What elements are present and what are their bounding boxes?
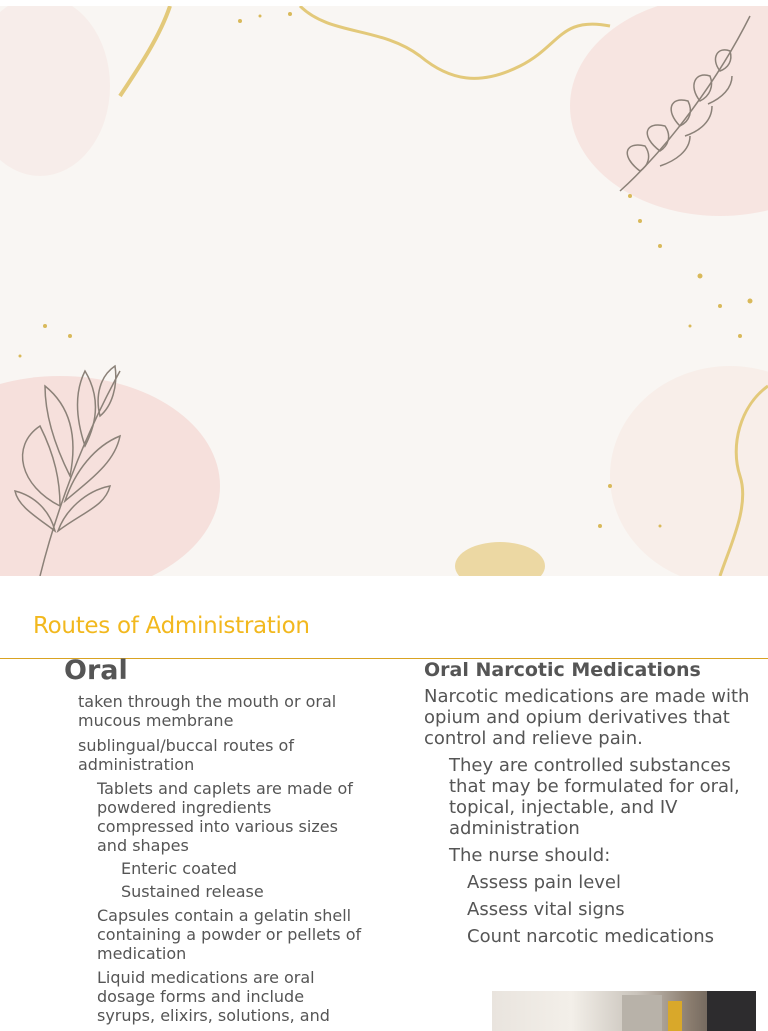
list-item: taken through the mouth or oral mucous membrane bbox=[78, 692, 337, 730]
list-item: Enteric coated bbox=[121, 859, 237, 878]
list-item: They are controlled substances that may be formulated for oral, topical, injectable, and IV administration bbox=[449, 755, 740, 839]
narcotic-column bbox=[424, 656, 754, 947]
content-slide bbox=[0, 576, 768, 1024]
list-item: Count narcotic medications bbox=[467, 926, 715, 947]
list-item: sublingual/buccal routes of administration bbox=[78, 736, 294, 774]
oral-heading: Oral bbox=[64, 655, 128, 686]
list-item: Capsules contain a gelatin shell containing a powder or pellets of medication bbox=[97, 906, 362, 963]
photo-person bbox=[707, 991, 756, 1031]
floral-decoration bbox=[0, 6, 768, 576]
list-item: Liquid medications are oral dosage forms and include syrups, elixirs, solutions, and bbox=[97, 968, 330, 1025]
narcotic-heading: Oral Narcotic Medications bbox=[424, 659, 701, 681]
list-item: Sustained release bbox=[121, 882, 264, 901]
photo-accent bbox=[668, 1001, 682, 1031]
oral-column bbox=[64, 656, 364, 1025]
photo-equipment bbox=[622, 995, 662, 1031]
list-item: Tablets and caplets are made of powdered ingredients compressed into various sizes and shapes bbox=[97, 779, 353, 855]
list-item: Narcotic medications are made with opium and opium derivatives that control and relieve pain. bbox=[424, 686, 750, 749]
slide-title: Routes of Administration bbox=[33, 613, 310, 639]
list-item: The nurse should: bbox=[449, 845, 611, 866]
list-item: Assess vital signs bbox=[467, 899, 625, 920]
nurse-photo bbox=[492, 991, 756, 1031]
decorative-slide-background bbox=[0, 6, 768, 576]
list-item: Assess pain level bbox=[467, 872, 622, 893]
